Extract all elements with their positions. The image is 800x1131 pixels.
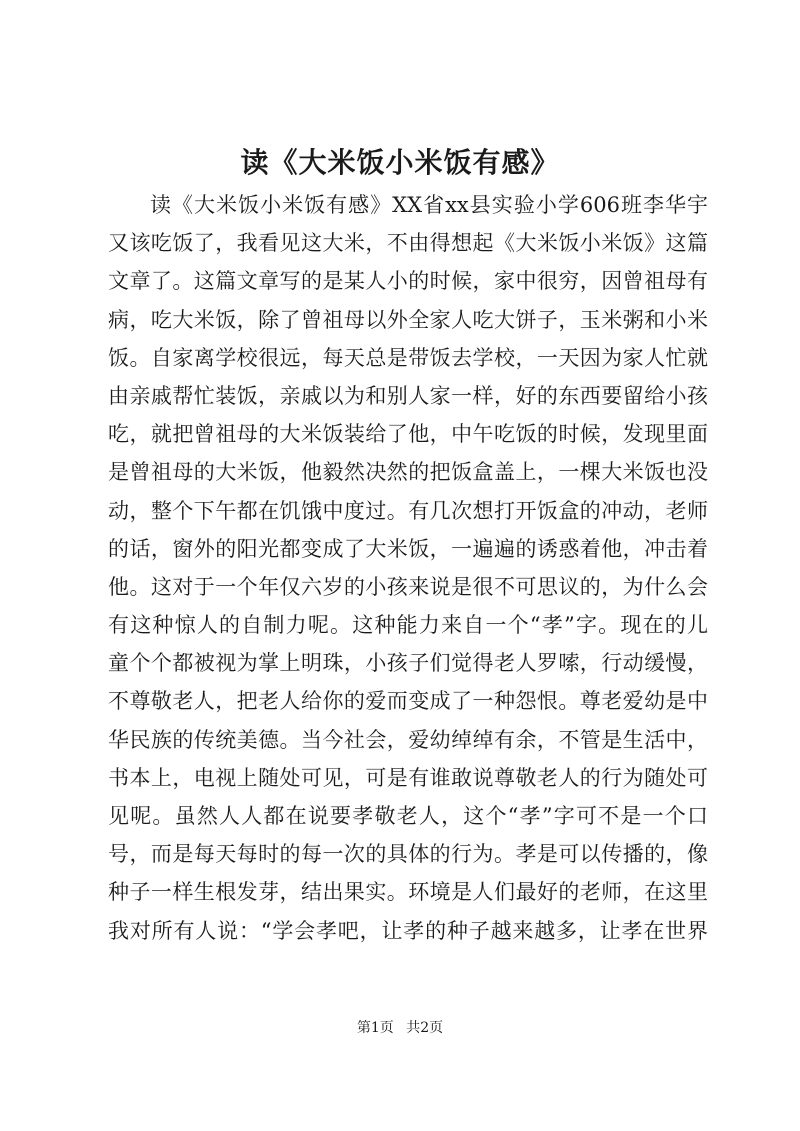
paragraph-line: 号，而是每天每时的每一次的具体的行为。孝是可以传播的，像 (108, 842, 708, 867)
paragraph-line: 种子一样生根发芽，结出果实。环境是人们最好的老师，在这里 (108, 880, 708, 905)
document-body (108, 186, 708, 950)
paragraph-line: 动，整个下午都在饥饿中度过。有几次想打开饭盒的冲动，老师 (108, 498, 708, 523)
paragraph-line: 不尊敬老人，把老人给你的爱而变成了一种怨恨。尊老爱幼是中 (108, 689, 708, 714)
paragraph-line: 见呢。虽然人人都在说要孝敬老人，这个“孝”字可不是一个口 (108, 804, 708, 828)
paragraph-line: 有这种惊人的自制力呢。这种能力来自一个“孝”字。现在的儿 (108, 613, 708, 638)
paragraph-line: 书本上，电视上随处可见，可是有谁敢说尊敬老人的行为随处可 (108, 765, 708, 790)
paragraph-line: 饭。自家离学校很远，每天总是带饭去学校，一天因为家人忙就 (108, 345, 708, 370)
page-count: 共2页 (406, 1020, 444, 1036)
document-title: 读《大米饭小米饭有感》 (240, 146, 560, 179)
paragraph-line: 读《大米饭小米饭有感》XX省xx县实验小学606班李华宇 (150, 193, 708, 217)
paragraph-line: 我对所有人说：“学会孝吧，让孝的种子越来越多，让孝在世界 (108, 918, 708, 943)
page-number: 第1页 (356, 1020, 394, 1036)
page-footer (0, 1018, 800, 1038)
paragraph-line: 的话，窗外的阳光都变成了大米饭，一遍遍的诱惑着他，冲击着 (108, 536, 708, 561)
paragraph-line: 由亲戚帮忙装饭，亲戚以为和别人家一样，好的东西要留给小孩 (108, 383, 708, 408)
paragraph-line: 他。这对于一个年仅六岁的小孩来说是很不可思议的，为什么会 (108, 574, 708, 599)
paragraph-line: 童个个都被视为掌上明珠，小孩子们觉得老人罗嗦，行动缓慢， (108, 651, 708, 676)
paragraph-line: 华民族的传统美德。当今社会，爱幼绰绰有余，不管是生活中， (108, 727, 708, 752)
paragraph-line: 文章了。这篇文章写的是某人小的时候，家中很穷，因曾祖母有 (108, 269, 708, 294)
paragraph-line: 是曾祖母的大米饭，他毅然决然的把饭盒盖上，一棵大米饭也没 (108, 460, 708, 485)
paragraph-line: 吃，就把曾祖母的大米饭装给了他，中午吃饭的时候，发现里面 (108, 422, 708, 447)
paragraph-line: 又该吃饭了，我看见这大米，不由得想起《大米饭小米饭》这篇 (108, 231, 708, 256)
paragraph-line: 病，吃大米饭，除了曾祖母以外全家人吃大饼子，玉米粥和小米 (108, 307, 708, 332)
